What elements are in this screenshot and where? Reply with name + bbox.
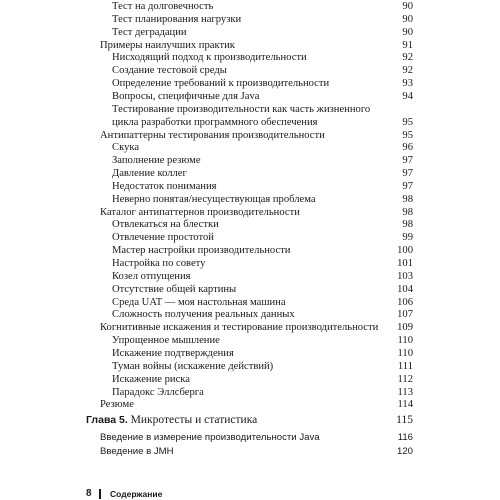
toc-entry-page: 90 bbox=[402, 1, 413, 12]
toc-entry-title: Настройка по совету bbox=[112, 258, 206, 269]
toc-entry-title: Заполнение резюме bbox=[112, 155, 201, 167]
toc-entry-page: 99 bbox=[402, 232, 413, 244]
toc-entry-page: 95 bbox=[402, 116, 413, 128]
toc-entry-title: Неверно понятая/несуществующая проблема bbox=[112, 193, 316, 205]
toc-entry bbox=[112, 51, 413, 64]
toc-entry-title: Сложность получения реальных данных bbox=[112, 309, 295, 321]
toc-entry-title: Тест деградации bbox=[112, 26, 187, 38]
toc-entry-page: 92 bbox=[402, 52, 413, 64]
toc-entry-title: Недостаток понимания bbox=[112, 180, 217, 192]
toc-entry-title: Мастер настройки производительности bbox=[112, 245, 291, 257]
toc-entry-page: 112 bbox=[397, 373, 413, 385]
toc-entry bbox=[112, 373, 413, 386]
chapter-title: Микротесты и статистика bbox=[130, 414, 258, 426]
chapter-section-page: 116 bbox=[397, 432, 413, 443]
toc-entry-page: 92 bbox=[402, 65, 413, 77]
toc-entry-page: 103 bbox=[397, 270, 413, 282]
toc-entry-title: Туман войны (искажение действий) bbox=[112, 360, 274, 372]
toc-entry bbox=[112, 244, 413, 257]
toc-entry-page: 107 bbox=[397, 309, 413, 321]
toc-entry bbox=[112, 386, 413, 399]
toc-entry-page: 111 bbox=[397, 360, 413, 372]
toc-entry bbox=[112, 296, 413, 309]
toc-entry bbox=[112, 167, 413, 180]
footer-page-number: 8 bbox=[86, 488, 92, 499]
toc-entry-title: Тест на долговечность bbox=[112, 1, 214, 12]
footer-divider bbox=[99, 489, 101, 499]
toc-entry-title: Тест планирования нагрузки bbox=[112, 13, 242, 25]
footer-section-name: Содержание bbox=[110, 489, 163, 499]
chapter-section-entry bbox=[100, 445, 413, 458]
toc-entry-title: Антипаттерны тестирования производительности bbox=[100, 129, 325, 141]
toc-entry-page: 94 bbox=[402, 90, 413, 102]
toc-entry bbox=[112, 193, 413, 206]
toc-entry bbox=[100, 321, 413, 334]
toc-entry bbox=[112, 77, 413, 90]
toc-entry bbox=[112, 141, 413, 154]
toc-entry-page: 101 bbox=[397, 258, 413, 269]
toc-entry-title: Нисходящий подход к производительности bbox=[112, 52, 307, 64]
toc-entry bbox=[112, 347, 413, 360]
toc-entry bbox=[112, 13, 413, 26]
toc-entry-page: 114 bbox=[397, 399, 413, 411]
chapter-page: 115 bbox=[396, 414, 413, 426]
toc-entry bbox=[112, 26, 413, 39]
toc-entry-title: Среда UAT — моя настольная машина bbox=[112, 296, 286, 308]
toc-entry-title: Упрощенное мышление bbox=[112, 335, 220, 347]
toc-entry-page: 113 bbox=[397, 386, 413, 398]
toc-entry-title: Парадокс Эллсберга bbox=[112, 386, 204, 398]
toc-entry-title: Отвлечение простотой bbox=[112, 232, 214, 244]
toc-entry bbox=[100, 206, 413, 219]
toc-entry-title: Давление коллег bbox=[112, 168, 187, 180]
toc-entry-title: Вопросы, специфичные для Java bbox=[112, 90, 260, 102]
toc-entry-title: цикла разработки программного обеспечения bbox=[112, 116, 318, 128]
toc-entry bbox=[112, 154, 413, 167]
toc-entry bbox=[100, 398, 413, 411]
toc-entry bbox=[112, 64, 413, 77]
toc-entry-title: Резюме bbox=[100, 399, 134, 411]
toc-entry bbox=[112, 257, 413, 270]
chapter-label: Глава 5. bbox=[86, 414, 128, 426]
toc-entry bbox=[100, 129, 413, 142]
toc-entry-title: Скука bbox=[112, 142, 140, 154]
chapter-heading bbox=[86, 414, 413, 427]
chapter-title-line bbox=[86, 414, 257, 427]
toc-entry bbox=[112, 283, 413, 296]
toc-entry-title: Козел отпущения bbox=[112, 270, 191, 282]
toc-entry-page: 109 bbox=[397, 322, 413, 334]
toc-entry-page: 96 bbox=[402, 142, 413, 154]
toc-entry bbox=[112, 270, 413, 283]
toc-entry-title: Отсутствие общей картины bbox=[112, 283, 237, 295]
toc-entry-title: Каталог антипаттернов производительности bbox=[100, 206, 300, 218]
toc-entry bbox=[112, 103, 413, 116]
toc-entry-title: Отвлекаться на блестки bbox=[112, 219, 219, 231]
toc-entry-title: Определение требований к производительности bbox=[112, 78, 330, 90]
toc-entry-page: 97 bbox=[402, 168, 413, 180]
chapter-section-entry bbox=[100, 431, 413, 444]
chapter-section-title: Введение в JMH bbox=[100, 446, 174, 457]
chapter-section-title: Введение в измерение производительности Java bbox=[100, 432, 320, 443]
toc-entry-page: 90 bbox=[402, 13, 413, 25]
toc-entry bbox=[112, 231, 413, 244]
toc-entry-page: 97 bbox=[402, 155, 413, 167]
chapter-section-page: 120 bbox=[396, 446, 413, 457]
toc-entry-title: Создание тестовой среды bbox=[112, 65, 227, 77]
toc-entry-title: Когнитивные искажения и тестирование производительности bbox=[100, 322, 379, 334]
toc-entry-page: 98 bbox=[402, 193, 413, 205]
toc-entry bbox=[112, 116, 413, 129]
toc-entry bbox=[100, 39, 413, 52]
toc-entry-page: 98 bbox=[402, 206, 413, 218]
toc-entry-page: 106 bbox=[397, 296, 413, 308]
toc-entry-page: 90 bbox=[402, 26, 413, 38]
toc-entry-page: 110 bbox=[397, 335, 413, 347]
toc-entry-title: Искажение риска bbox=[112, 373, 190, 385]
toc-entry bbox=[112, 218, 413, 231]
toc-entry-page: 110 bbox=[397, 347, 413, 359]
toc-entry-title: Искажение подтверждения bbox=[112, 347, 234, 359]
toc-entry-page: 100 bbox=[397, 245, 413, 257]
toc-entry-title: Тестирование производительности как часть жизненного bbox=[112, 103, 371, 115]
toc-entry-page: 93 bbox=[402, 78, 413, 90]
toc-entry bbox=[112, 360, 413, 373]
toc-entry-page: 104 bbox=[397, 283, 413, 295]
toc-entry-page: 91 bbox=[402, 39, 413, 51]
toc-entry bbox=[112, 90, 413, 103]
toc-entry bbox=[112, 308, 413, 321]
toc-entry bbox=[112, 180, 413, 193]
toc-entry-page: 95 bbox=[402, 129, 413, 141]
toc-entry-page: 98 bbox=[402, 219, 413, 231]
toc-entry bbox=[112, 0, 413, 13]
toc-entry bbox=[112, 334, 413, 347]
toc-entry-title: Примеры наилучших практик bbox=[100, 39, 235, 51]
toc-entry-page: 97 bbox=[402, 180, 413, 192]
